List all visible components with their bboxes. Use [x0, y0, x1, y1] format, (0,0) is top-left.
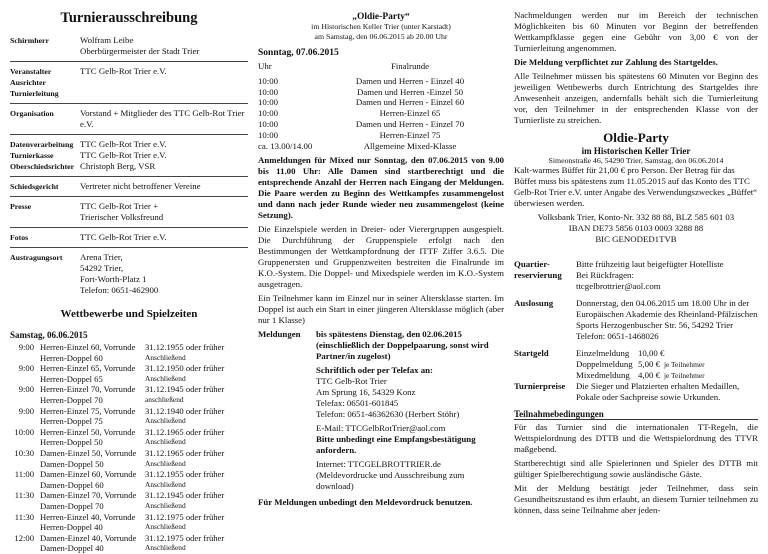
quartier-label: Quartier-reservierung: [514, 259, 562, 280]
sunday-heading: Sonntag, 07.06.2015: [258, 48, 339, 58]
teilnahme-text-2: Startberechtigt sind alle Spielerinnen und Spieler des DTTB mit gültiger Spielberechtigung sowie ausländische Gäste.: [514, 458, 758, 479]
meld-final: Für Meldungen unbedingt den Meldevordruck benutzen.: [258, 497, 473, 508]
info-line: TTC Gelb-Rot Trier +: [80, 201, 159, 211]
info-row: [10, 139, 248, 172]
quartier-row: [514, 259, 758, 292]
comp-age: [145, 490, 248, 511]
preise-row: [514, 381, 758, 403]
quartier-line: Bitte frühzeitig laut beigefügter Hotelliste: [576, 259, 724, 269]
comp-age: [145, 363, 248, 384]
meld-address-line: TTC Gelb-Rot Trier: [316, 376, 387, 387]
schedule-time: ca. 13.00/14.00: [258, 140, 313, 151]
meld-address-line: Telefax: 06501-601845: [316, 398, 399, 409]
comp-doppel: Damen-Doppel 50: [40, 458, 104, 469]
schedule-list: [258, 76, 504, 152]
party-line-1: im Historischen Keller Trier (unter Karstadt): [311, 22, 451, 31]
oldie-party-sub: im Historischen Keller Trier: [581, 146, 691, 156]
comp-event: [40, 512, 145, 533]
meld-schriftlich: Schriftlich oder per Telefax an:: [316, 365, 433, 376]
info-label: Fotos: [10, 233, 29, 242]
comp-birth: 31.12.1965 oder früher: [145, 426, 225, 437]
info-value: [80, 66, 248, 99]
divider: [10, 176, 248, 177]
comp-birth: 31.12.1975 oder früher: [145, 532, 225, 543]
info-line: TTC Gelb-Rot Trier e.V.: [80, 139, 167, 149]
schedule-header: [258, 61, 504, 72]
info-line: TTC Gelb-Rot Trier e.V.: [80, 150, 167, 160]
bank-line-1: Volksbank Trier, Konto-Nr. 332 88 88, BLZ 585 601 03: [537, 212, 735, 222]
schedule-time: 10:00: [258, 86, 279, 97]
comp-time: 10:30: [14, 447, 34, 458]
startgeld-amount: [638, 348, 668, 359]
comp-note: Anschließend: [145, 458, 186, 468]
info-value: [80, 139, 248, 172]
competition-row: [10, 512, 248, 533]
comp-einzel: Damen-Einzel 70, Vorrunde: [40, 490, 137, 501]
schedule-time: 10:00: [258, 75, 279, 86]
competition-row: [10, 406, 248, 427]
meld-confirm: Bitte unbedingt eine Empfangsbestätigung anfordern.: [316, 434, 476, 456]
col-final: Finalrunde: [390, 61, 430, 71]
meldungen-block: [258, 329, 504, 492]
meld-address-line: Am Sprung 16, 54329 Konz: [316, 387, 416, 398]
comp-event: [40, 384, 145, 405]
comp-note: Anschließend: [145, 352, 186, 362]
info-line: Trierischer Volksfreund: [80, 212, 164, 222]
schedule-time: 10:00: [258, 97, 279, 108]
schedule-event: Herren-Einzel 65: [379, 108, 441, 119]
party-line-2: am Samstag, den 06.06.2015 ab 20.00 Uhr: [314, 32, 448, 41]
comp-event: [40, 490, 145, 511]
comp-age: [145, 512, 248, 533]
teilnahme-title: Teilnahmebedingungen: [514, 409, 758, 420]
comp-time: 9:00: [18, 405, 34, 416]
info-value: [80, 232, 248, 243]
divider: [10, 196, 248, 197]
comp-doppel: Herren-Doppel 60: [40, 352, 103, 363]
teilnahme-text-1: Für das Turnier sind die internationalen TT-Regeln, die Wettspielordnung des DTTB und die Wettspielordnung des TTVR maßgebend.: [514, 422, 758, 454]
comp-einzel: Herren-Einzel 65, Vorrunde: [40, 363, 136, 374]
divider: [10, 103, 248, 104]
comp-age: [145, 342, 248, 363]
divider: [10, 61, 248, 62]
info-row: [10, 201, 248, 223]
quartier-line: ttcgelbrottrier@aol.com: [576, 281, 661, 291]
competition-row: [10, 384, 248, 405]
competition-row: [10, 342, 248, 363]
comp-doppel: Damen-Doppel 40: [40, 543, 104, 554]
schedule-event: Damen und Herren - Einzel 60: [355, 97, 465, 108]
info-label: Schirmherr: [10, 36, 49, 45]
info-label: Schiedsgericht: [10, 182, 59, 191]
comp-time: 11:30: [14, 490, 34, 501]
bank-line-2: IBAN DE73 5856 0103 0003 3288 88: [568, 223, 704, 233]
mixed-text: Anmeldungen für Mixed nur Sonntag, den 07.06.2015 von 9.00 bis 11.00 Uhr: Alle Damen sind startberechtigt und die entsprechende Anzahl der Herren nach Eingang der Meldungen. Die Paare werden zu Beginn des Wettkampfes zusammengelost und dann nach jeder Runde wieder neu zusammengelost (keine Setzung).: [258, 155, 504, 221]
info-row: [10, 252, 248, 296]
einzel-text-2: Ein Teilnehmer kann im Einzel nur in seiner Altersklasse starten. Im Doppel ist auch ein Start in einer jüngeren Altersklasse möglich (aber nur 1 Klasse): [258, 293, 504, 326]
info-line: Vertreter nicht betroffener Vereine: [80, 181, 201, 191]
info-label: Presse: [10, 202, 32, 211]
startgeld-row: [514, 348, 758, 381]
info-line: Arena Trier,: [80, 252, 123, 262]
info-label: Organisation: [10, 109, 54, 118]
meld-label: Meldungen: [258, 329, 301, 340]
startgeld-item: [576, 348, 758, 359]
startgeld-value: 5,00 €: [638, 359, 660, 369]
comp-note: Anschließend: [145, 500, 186, 510]
oldie-party-title: Oldie-Party: [603, 130, 669, 145]
comp-doppel: Damen-Doppel 70: [40, 500, 104, 511]
comp-note: Anschließend: [145, 543, 186, 553]
comp-doppel: Damen-Doppel 60: [40, 479, 104, 490]
schedule-time: 10:00: [258, 118, 279, 129]
comp-einzel: Herren-Einzel 75, Vorrunde: [40, 405, 136, 416]
startgeld-name: Doppelmeldung: [576, 359, 633, 369]
comp-note: Anschließend: [145, 522, 186, 532]
quartier-text: [576, 259, 758, 292]
schedule-row: [258, 97, 504, 108]
info-line: Fort-Worth-Platz 1: [80, 274, 147, 284]
right-column: [514, 0, 758, 543]
info-label: Austragungsort: [10, 253, 63, 262]
info-row: [10, 66, 248, 99]
comp-time: 11:00: [14, 469, 34, 480]
info-line: Telefon: 0651-462900: [80, 285, 159, 295]
comp-age: [145, 469, 248, 490]
schedule-event: Damen und Herren - Einzel 40: [355, 75, 465, 86]
comp-age: [145, 384, 248, 405]
info-line: TTC Gelb-Rot Trier e.V.: [80, 232, 167, 242]
auslosung-label: Auslosung: [514, 298, 554, 308]
info-value: [80, 108, 248, 130]
comp-birth: 31.12.1950 oder früher: [145, 363, 225, 374]
comp-doppel: Herren-Doppel 70: [40, 394, 103, 405]
party-title: „Oldie-Party“: [352, 12, 410, 22]
page-title: Turnierausschreibung: [60, 10, 198, 26]
competition-row: [10, 533, 248, 554]
comp-time: 10:00: [14, 426, 34, 437]
comp-einzel: Damen-Einzel 60, Vorrunde: [40, 469, 137, 480]
comp-note: Anschließend: [145, 437, 186, 447]
comp-event: [40, 342, 145, 363]
startgeld-list: [576, 348, 758, 381]
anwesenheit-text: Alle Teilnehmer müssen bis spätestens 60 Minuten vor Beginn des jeweiligen Wettbewerbs durch Entrichtung des Startgeldes ihre Anwesenheit anzeigen, andernfalls behält sich die Turnierleitung vor, den Teilnehmer in der entsprechenden Klasse von der Turnierliste zu streichen.: [514, 71, 758, 125]
startgeld-name: Mixedmeldung: [576, 370, 630, 380]
preise-text: Die Sieger und Platzierten erhalten Medaillen, Pokale oder Sachpreise sowie Urkunden.: [576, 381, 740, 402]
comp-note: Anschließend: [145, 373, 186, 383]
comp-birth: 31.12.1955 oder früher: [145, 469, 225, 480]
startgeld-suffix: je Teilnehmer: [664, 360, 705, 369]
einzel-text: Die Einzelspiele werden in Dreier- oder Vierergruppen ausgespielt. Die Durchführung der Gruppenspiele erfolgt nach den Bestimmungen der Wettkampfordnung der ITTF Ziffer 3.6.5. Die Gruppenersten und Gruppenzweiten bestreiten die Finalrunde im K.O.-System. Die Doppel- und Mixedspiele werden im K.O.-System ausgetragen.: [258, 224, 504, 290]
comp-einzel: Herren-Einzel 70, Vorrunde: [40, 384, 136, 395]
comp-note: Anschließend: [145, 479, 186, 489]
left-column: [10, 0, 248, 554]
info-value: [80, 181, 248, 192]
middle-column: [258, 0, 504, 543]
info-row: [10, 108, 248, 130]
comp-birth: 31.12.1965 oder früher: [145, 447, 225, 458]
info-line: TTC Gelb-Rot Trier e.V.: [80, 66, 167, 76]
comp-note: Anschließend: [145, 416, 186, 426]
comp-note: anschließend: [145, 394, 184, 404]
schedule-event: Damen und Herren - Einzel 70: [355, 118, 465, 129]
comp-age: [145, 427, 248, 448]
startgeld-item: [576, 370, 758, 381]
comp-event: [40, 363, 145, 384]
comp-einzel: Herren-Einzel 50, Vorrunde: [40, 426, 136, 437]
schedule-row: [258, 76, 504, 87]
info-label: Veranstalter Ausrichter Turnierleitung: [10, 67, 59, 98]
col-uhr: Uhr: [258, 61, 272, 71]
comp-birth: 31.12.1945 oder früher: [145, 384, 225, 395]
comp-einzel: Damen-Einzel 50, Vorrunde: [40, 447, 137, 458]
buffet-text: Kalt-warmes Büffet für 21,00 € pro Person. Der Betrag für das Büffet muss bis spätestens zum 11.05.2015 auf das Konto des TTC Gelb-Rot Trier e.V. unter Angabe des Verwendungszweckes „Büffet“ überwiesen werden.: [514, 165, 758, 208]
info-line: Wolfram Leibe: [80, 35, 134, 45]
comp-time: 9:00: [18, 363, 34, 374]
bank-line-3: BIC GENODED1TVB: [595, 234, 677, 244]
info-value: [80, 35, 248, 57]
info-label: Datenverarbeitung Turnierkasse Oberschiedsrichter: [10, 140, 75, 171]
startgeld-suffix: je Teilnehmer: [664, 371, 705, 380]
comp-einzel: Herren-Einzel 40, Vorrunde: [40, 511, 136, 522]
comp-time: 11:30: [14, 511, 34, 522]
schedule-row: [258, 141, 504, 152]
schedule-row: [258, 87, 504, 98]
comp-event: [40, 448, 145, 469]
comp-doppel: Herren-Doppel 40: [40, 522, 103, 533]
auslosung-text: Donnerstag, den 04.06.2015 um 18.00 Uhr in der Europäischen Akademie des Rheinland-Pfälzischen Sports Herzogenbuscher Str. 56, 54292 Trier Telefon: 0651-1468026: [576, 298, 758, 341]
startgeld-value: 4,00 €: [638, 370, 660, 380]
saturday-heading: Samstag, 06.06.2015: [10, 330, 88, 340]
divider: [10, 134, 248, 135]
comp-einzel: Herren-Einzel 60, Vorrunde: [40, 342, 136, 352]
schedule-event: Damen und Herren -Einzel 50: [356, 86, 463, 97]
info-line: Christoph Berg, VSR: [80, 161, 156, 171]
comp-event: [40, 406, 145, 427]
bank-info: [514, 212, 758, 245]
nachmeldungen-text: Nachmeldungen werden nur im Bereich der technischen Möglichkeiten bis 60 Minuten vor Beginn der betreffenden Wettkampfklasse gegen eine Gebühr von 3,00 € von der Turnierleitung angenommen.: [514, 10, 758, 53]
comp-age: [145, 533, 248, 554]
startgeld-value: 10,00 €: [638, 348, 665, 358]
comp-birth: 31.12.1955 oder früher: [145, 342, 225, 352]
comp-birth: 31.12.1945 oder früher: [145, 490, 225, 501]
info-row: [10, 232, 248, 243]
startgeld-item: [576, 359, 758, 370]
meld-deadline: bis spätestens Dienstag, den 02.06.2015 (einschließlich der Doppelpaarung, sonst wird Partner/in zugelost): [316, 329, 489, 362]
meld-address-line: Telefon: 0651-46362630 (Herbert Stöhr): [316, 409, 460, 420]
meld-address: [316, 376, 504, 420]
meld-email[interactable]: E-Mail: TTCGelbRotTrier@aol.com: [316, 423, 446, 434]
competition-row: [10, 469, 248, 490]
info-line: Vorstand + Mitglieder des TTC Gelb-Rot Trier e.V.: [80, 108, 245, 129]
startgeld-label: Startgeld: [514, 348, 549, 358]
schedule-event: Herren-Einzel 75: [379, 129, 441, 140]
comp-doppel: Herren-Doppel 65: [40, 373, 103, 384]
schedule-event: Allgemeine Mixed-Klasse: [363, 140, 457, 151]
comp-birth: 31.12.1975 oder früher: [145, 511, 225, 522]
oldie-party-addr: Simeonstraße 46, 54290 Trier, Samstag, den 06.06.2014: [548, 156, 724, 165]
comp-time: 12:00: [14, 532, 34, 543]
teilnahme-text-3: Mit der Meldung bestätigt jeder Teilnehmer, dass sein Gesundheitszustand es ihm erlaubt, an diesem Turnier teilnehmen zu können, dass seine Teilnahme aber jeden-: [514, 483, 758, 515]
divider: [10, 247, 248, 248]
competition-row: [10, 427, 248, 448]
startgeld-amount: [638, 370, 705, 381]
competition-row: [10, 448, 248, 469]
schedule-row: [258, 119, 504, 130]
comp-einzel: Damen-Einzel 40, Vorrunde: [40, 532, 137, 543]
schedule-time: 10:00: [258, 129, 279, 140]
competition-row: [10, 490, 248, 511]
schedule-row: [258, 130, 504, 141]
comp-age: [145, 448, 248, 469]
info-value: [80, 252, 248, 296]
wettbewerbe-title: Wettbewerbe und Spielzeiten: [60, 308, 198, 320]
info-row: [10, 181, 248, 192]
comp-time: 9:00: [18, 384, 34, 395]
competition-list: [10, 342, 248, 554]
schedule-row: [258, 108, 504, 119]
info-table: [10, 35, 248, 296]
comp-time: 9:00: [18, 342, 34, 352]
comp-event: [40, 427, 145, 448]
schedule-time: 10:00: [258, 108, 279, 119]
startgeld-amount: [638, 359, 705, 370]
comp-age: [145, 406, 248, 427]
startgeld-name: Einzelmeldung: [576, 348, 630, 358]
info-row: [10, 35, 248, 57]
comp-event: [40, 533, 145, 554]
comp-event: [40, 469, 145, 490]
comp-birth: 31.12.1940 oder früher: [145, 405, 225, 416]
info-value: [80, 201, 248, 223]
competition-row: [10, 363, 248, 384]
divider: [10, 227, 248, 228]
comp-doppel: Herren-Doppel 50: [40, 437, 103, 448]
meld-internet[interactable]: Internet: TTCGELBROTTRIER.de (Meldevordrucke und Ausschreibung zum download): [316, 459, 465, 492]
zahlung-text: Die Meldung verpflichtet zur Zahlung des Startgeldes.: [514, 57, 718, 67]
comp-doppel: Herren-Doppel 75: [40, 416, 103, 427]
info-line: Oberbürgermeister der Stadt Trier: [80, 46, 200, 56]
quartier-line: Bei Rückfragen:: [576, 270, 634, 280]
auslosung-row: [514, 298, 758, 342]
preise-label: Turnierpreise: [514, 381, 566, 391]
info-line: 54292 Trier,: [80, 263, 124, 273]
